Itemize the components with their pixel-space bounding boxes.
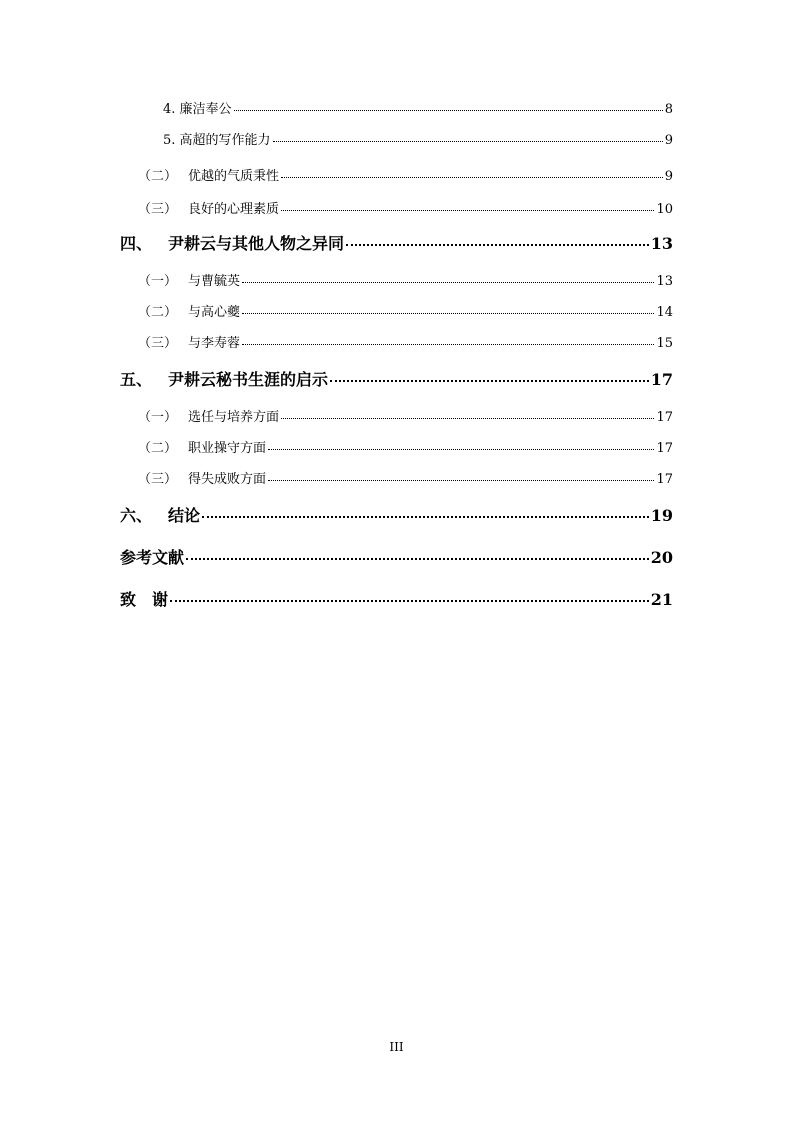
dot-leader [281,408,654,421]
dot-leader [281,167,663,180]
dot-leader [202,505,649,521]
toc-entry-label: （一） 与曹毓英 [138,274,241,289]
toc-entry-label: （三） 良好的心理素质 [138,202,280,217]
toc-page-number: 14 [656,305,673,320]
toc-entry-label: 参考文献 [120,548,185,567]
toc-entry[interactable] [138,270,673,288]
toc-entry[interactable] [163,129,673,147]
toc-page-number: 9 [664,169,673,184]
toc-entry[interactable] [138,406,673,424]
toc-entry[interactable] [138,332,673,350]
toc-page-number: 17 [650,370,673,389]
toc-entry[interactable] [138,437,673,455]
dot-leader [281,200,654,213]
toc-page-number: 15 [656,336,673,351]
toc-entry-label: 致 谢 [120,590,169,609]
toc-entry-label: 五、 尹耕云秘书生涯的启示 [120,370,329,389]
toc-entry-label: （二） 职业操守方面 [138,441,267,456]
dot-leader [242,334,654,347]
toc-page-number: 20 [650,548,673,567]
toc-entry-label: 六、 结论 [120,506,201,525]
toc-page-number: 17 [656,410,673,425]
page-footer-number: III [389,1040,404,1054]
dot-leader [170,589,649,605]
toc-entry[interactable] [120,367,673,389]
toc-entry-label: 4. 廉洁奉公 [163,102,232,117]
toc-entry-label: （二） 与高心夔 [138,305,241,320]
toc-entry-label: （三） 与李寿蓉 [138,336,241,351]
toc-entry[interactable] [138,198,673,216]
toc-entry-label: （一） 选任与培养方面 [138,410,280,425]
dot-leader [330,369,649,385]
dot-leader [186,547,649,563]
dot-leader [268,470,654,483]
toc-entry[interactable] [120,231,673,253]
toc-page-number: 13 [656,274,673,289]
toc-page-number: 19 [650,506,673,525]
toc-entry[interactable] [120,503,673,525]
dot-leader [273,131,663,144]
toc-entry[interactable] [120,587,673,609]
toc-entry[interactable] [120,545,673,567]
dot-leader [242,303,654,316]
toc-entry-label: 5. 高超的写作能力 [163,133,271,148]
toc-page-number: 8 [664,102,673,117]
toc-entry[interactable] [138,301,673,319]
toc-page-number: 13 [650,234,673,253]
dot-leader [346,233,649,249]
toc-page-number: 9 [664,133,673,148]
toc-entry[interactable] [163,98,673,116]
toc-entry-label: （二） 优越的气质秉性 [138,169,280,184]
toc-page-number: 10 [656,202,673,217]
toc-entry[interactable] [138,165,673,183]
toc-page-number: 17 [656,441,673,456]
toc-page-number: 17 [656,472,673,487]
dot-leader [234,100,663,113]
dot-leader [242,272,654,285]
toc-page-number: 21 [650,590,673,609]
toc-entry-label: （三） 得失成败方面 [138,472,267,487]
toc-entry[interactable] [138,468,673,486]
dot-leader [268,439,654,452]
toc-entry-label: 四、 尹耕云与其他人物之异同 [120,234,345,253]
